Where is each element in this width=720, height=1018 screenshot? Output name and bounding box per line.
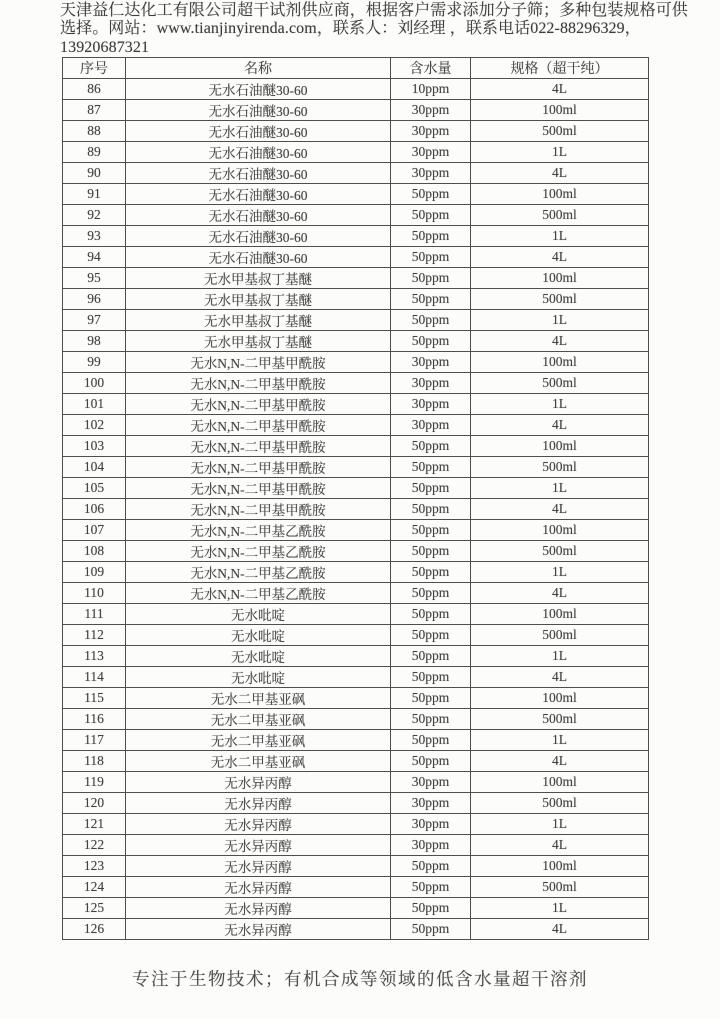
cell-name: 无水石油醚30-60 (126, 163, 391, 184)
table-row (63, 163, 649, 184)
cell-name: 无水异丙醇 (126, 919, 391, 940)
cell-serial: 102 (63, 415, 126, 436)
cell-water-content: 50ppm (391, 205, 471, 226)
cell-name: 无水异丙醇 (126, 835, 391, 856)
table-row (63, 604, 649, 625)
cell-serial: 106 (63, 499, 126, 520)
table-row (63, 499, 649, 520)
cell-name: 无水异丙醇 (126, 814, 391, 835)
cell-name: 无水N,N-二甲基甲酰胺 (126, 352, 391, 373)
table-row (63, 457, 649, 478)
cell-name: 无水N,N-二甲基甲酰胺 (126, 373, 391, 394)
intro-line-2: 选择。网站：www.tianjinyirenda.com，联系人：刘经理 ，联系电话022-88296329， (60, 20, 641, 38)
table-row (63, 856, 649, 877)
table-row (63, 226, 649, 247)
table-row (63, 394, 649, 415)
cell-serial: 112 (63, 625, 126, 646)
cell-water-content: 50ppm (391, 247, 471, 268)
cell-water-content: 50ppm (391, 541, 471, 562)
cell-name: 无水异丙醇 (126, 793, 391, 814)
footer-tagline: 专注于生物技术；有机合成等领域的低含水量超干溶剂 (132, 969, 588, 989)
cell-name: 无水N,N-二甲基甲酰胺 (126, 394, 391, 415)
cell-spec: 500ml (471, 457, 649, 478)
cell-spec: 4L (471, 751, 649, 772)
table-row (63, 667, 649, 688)
cell-serial: 118 (63, 751, 126, 772)
table-row (63, 793, 649, 814)
cell-name: 无水吡啶 (126, 625, 391, 646)
table-row (63, 184, 649, 205)
cell-serial: 113 (63, 646, 126, 667)
cell-water-content: 50ppm (391, 625, 471, 646)
cell-water-content: 30ppm (391, 814, 471, 835)
cell-water-content: 50ppm (391, 289, 471, 310)
table-row (63, 205, 649, 226)
cell-name: 无水N,N-二甲基乙酰胺 (126, 541, 391, 562)
cell-spec: 500ml (471, 877, 649, 898)
cell-spec: 4L (471, 79, 649, 100)
table-row (63, 373, 649, 394)
table-row (63, 331, 649, 352)
cell-spec: 100ml (471, 436, 649, 457)
cell-spec: 1L (471, 310, 649, 331)
cell-name: 无水N,N-二甲基甲酰胺 (126, 436, 391, 457)
cell-serial: 117 (63, 730, 126, 751)
cell-water-content: 50ppm (391, 898, 471, 919)
table-row (63, 541, 649, 562)
cell-spec: 100ml (471, 772, 649, 793)
cell-spec: 1L (471, 562, 649, 583)
cell-spec: 4L (471, 331, 649, 352)
table-row (63, 79, 649, 100)
cell-water-content: 50ppm (391, 688, 471, 709)
cell-water-content: 30ppm (391, 793, 471, 814)
supplier-intro (60, 2, 688, 57)
cell-spec: 100ml (471, 100, 649, 121)
cell-serial: 114 (63, 667, 126, 688)
table-row (63, 562, 649, 583)
table-row (63, 121, 649, 142)
column-header-serial: 序号 (63, 58, 126, 79)
table-row (63, 898, 649, 919)
cell-serial: 88 (63, 121, 126, 142)
cell-name: 无水石油醚30-60 (126, 184, 391, 205)
cell-water-content: 10ppm (391, 79, 471, 100)
cell-serial: 104 (63, 457, 126, 478)
table-row (63, 310, 649, 331)
cell-name: 无水N,N-二甲基甲酰胺 (126, 499, 391, 520)
cell-water-content: 50ppm (391, 226, 471, 247)
table-row (63, 709, 649, 730)
cell-name: 无水石油醚30-60 (126, 142, 391, 163)
cell-spec: 4L (471, 919, 649, 940)
cell-serial: 92 (63, 205, 126, 226)
cell-serial: 120 (63, 793, 126, 814)
table-row (63, 436, 649, 457)
cell-serial: 94 (63, 247, 126, 268)
cell-water-content: 50ppm (391, 667, 471, 688)
cell-serial: 126 (63, 919, 126, 940)
table-row (63, 352, 649, 373)
table-row (63, 919, 649, 940)
table-row (63, 583, 649, 604)
cell-serial: 115 (63, 688, 126, 709)
cell-serial: 111 (63, 604, 126, 625)
cell-spec: 100ml (471, 268, 649, 289)
cell-serial: 105 (63, 478, 126, 499)
cell-serial: 108 (63, 541, 126, 562)
table-row (63, 814, 649, 835)
cell-name: 无水二甲基亚砜 (126, 688, 391, 709)
cell-name: 无水甲基叔丁基醚 (126, 289, 391, 310)
table-row (63, 625, 649, 646)
cell-water-content: 50ppm (391, 646, 471, 667)
cell-spec: 100ml (471, 688, 649, 709)
cell-spec: 500ml (471, 373, 649, 394)
cell-spec: 1L (471, 142, 649, 163)
cell-water-content: 30ppm (391, 352, 471, 373)
table-row (63, 100, 649, 121)
cell-name: 无水石油醚30-60 (126, 79, 391, 100)
cell-water-content: 50ppm (391, 436, 471, 457)
column-header-spec: 规格（超干纯） (471, 58, 649, 79)
cell-water-content: 50ppm (391, 331, 471, 352)
table-row (63, 415, 649, 436)
table-row (63, 751, 649, 772)
cell-serial: 123 (63, 856, 126, 877)
cell-spec: 500ml (471, 289, 649, 310)
cell-serial: 109 (63, 562, 126, 583)
cell-serial: 99 (63, 352, 126, 373)
table-row (63, 478, 649, 499)
cell-water-content: 50ppm (391, 457, 471, 478)
cell-name: 无水N,N-二甲基甲酰胺 (126, 478, 391, 499)
cell-spec: 4L (471, 415, 649, 436)
cell-spec: 500ml (471, 541, 649, 562)
column-header-name: 名称 (126, 58, 391, 79)
cell-serial: 100 (63, 373, 126, 394)
cell-water-content: 50ppm (391, 730, 471, 751)
cell-water-content: 30ppm (391, 100, 471, 121)
cell-water-content: 30ppm (391, 142, 471, 163)
cell-serial: 93 (63, 226, 126, 247)
cell-water-content: 50ppm (391, 310, 471, 331)
table-row (63, 877, 649, 898)
cell-name: 无水N,N-二甲基甲酰胺 (126, 415, 391, 436)
cell-water-content: 30ppm (391, 835, 471, 856)
cell-serial: 116 (63, 709, 126, 730)
cell-spec: 500ml (471, 121, 649, 142)
cell-name: 无水甲基叔丁基醚 (126, 268, 391, 289)
cell-name: 无水甲基叔丁基醚 (126, 331, 391, 352)
cell-spec: 4L (471, 835, 649, 856)
cell-serial: 86 (63, 79, 126, 100)
table-row (63, 730, 649, 751)
cell-spec: 1L (471, 226, 649, 247)
cell-spec: 500ml (471, 205, 649, 226)
product-table-body (63, 79, 649, 940)
cell-spec: 4L (471, 583, 649, 604)
cell-serial: 103 (63, 436, 126, 457)
cell-name: 无水二甲基亚砜 (126, 730, 391, 751)
table-row (63, 247, 649, 268)
cell-spec: 100ml (471, 604, 649, 625)
cell-name: 无水吡啶 (126, 604, 391, 625)
cell-name: 无水二甲基亚砜 (126, 751, 391, 772)
table-row (63, 772, 649, 793)
cell-water-content: 50ppm (391, 583, 471, 604)
cell-spec: 4L (471, 499, 649, 520)
cell-name: 无水石油醚30-60 (126, 226, 391, 247)
cell-serial: 122 (63, 835, 126, 856)
cell-spec: 1L (471, 730, 649, 751)
cell-name: 无水石油醚30-60 (126, 121, 391, 142)
cell-name: 无水甲基叔丁基醚 (126, 310, 391, 331)
cell-spec: 500ml (471, 709, 649, 730)
table-row (63, 289, 649, 310)
table-header-row (63, 58, 649, 79)
cell-name: 无水异丙醇 (126, 898, 391, 919)
cell-water-content: 30ppm (391, 394, 471, 415)
cell-water-content: 50ppm (391, 562, 471, 583)
cell-serial: 96 (63, 289, 126, 310)
cell-spec: 4L (471, 667, 649, 688)
cell-spec: 100ml (471, 352, 649, 373)
intro-line-1: 天津益仁达化工有限公司超干试剂供应商，根据客户需求添加分子筛；多种包装规格可供 (60, 2, 688, 19)
cell-serial: 95 (63, 268, 126, 289)
cell-spec: 1L (471, 898, 649, 919)
cell-serial: 125 (63, 898, 126, 919)
cell-serial: 121 (63, 814, 126, 835)
cell-serial: 124 (63, 877, 126, 898)
cell-water-content: 30ppm (391, 121, 471, 142)
cell-water-content: 50ppm (391, 919, 471, 940)
cell-serial: 90 (63, 163, 126, 184)
cell-spec: 1L (471, 478, 649, 499)
table-row (63, 142, 649, 163)
cell-spec: 100ml (471, 856, 649, 877)
column-header-water-content: 含水量 (391, 58, 471, 79)
table-row (63, 646, 649, 667)
cell-spec: 4L (471, 247, 649, 268)
cell-spec: 1L (471, 814, 649, 835)
cell-spec: 100ml (471, 184, 649, 205)
cell-water-content: 30ppm (391, 163, 471, 184)
cell-spec: 100ml (471, 520, 649, 541)
cell-name: 无水二甲基亚砜 (126, 709, 391, 730)
cell-serial: 87 (63, 100, 126, 121)
cell-water-content: 50ppm (391, 856, 471, 877)
cell-water-content: 50ppm (391, 877, 471, 898)
table-row (63, 835, 649, 856)
table-row (63, 520, 649, 541)
cell-serial: 107 (63, 520, 126, 541)
cell-water-content: 30ppm (391, 373, 471, 394)
cell-water-content: 50ppm (391, 478, 471, 499)
cell-serial: 101 (63, 394, 126, 415)
cell-spec: 500ml (471, 625, 649, 646)
cell-serial: 98 (63, 331, 126, 352)
cell-spec: 500ml (471, 793, 649, 814)
table-row (63, 268, 649, 289)
intro-line-3-phone: 13920687321 (60, 38, 150, 56)
cell-name: 无水异丙醇 (126, 877, 391, 898)
cell-serial: 110 (63, 583, 126, 604)
cell-water-content: 50ppm (391, 184, 471, 205)
cell-water-content: 50ppm (391, 520, 471, 541)
cell-water-content: 50ppm (391, 268, 471, 289)
cell-spec: 4L (471, 163, 649, 184)
cell-name: 无水N,N-二甲基乙酰胺 (126, 520, 391, 541)
cell-name: 无水石油醚30-60 (126, 247, 391, 268)
cell-serial: 97 (63, 310, 126, 331)
cell-name: 无水吡啶 (126, 646, 391, 667)
cell-name: 无水N,N-二甲基乙酰胺 (126, 562, 391, 583)
cell-name: 无水N,N-二甲基甲酰胺 (126, 457, 391, 478)
cell-spec: 1L (471, 646, 649, 667)
cell-serial: 119 (63, 772, 126, 793)
cell-serial: 89 (63, 142, 126, 163)
cell-name: 无水石油醚30-60 (126, 100, 391, 121)
cell-water-content: 50ppm (391, 604, 471, 625)
cell-water-content: 50ppm (391, 499, 471, 520)
cell-serial: 91 (63, 184, 126, 205)
cell-name: 无水异丙醇 (126, 772, 391, 793)
table-row (63, 688, 649, 709)
cell-name: 无水吡啶 (126, 667, 391, 688)
cell-name: 无水石油醚30-60 (126, 205, 391, 226)
product-table (62, 57, 649, 940)
cell-name: 无水N,N-二甲基乙酰胺 (126, 583, 391, 604)
cell-water-content: 30ppm (391, 415, 471, 436)
cell-water-content: 50ppm (391, 751, 471, 772)
cell-spec: 1L (471, 394, 649, 415)
cell-name: 无水异丙醇 (126, 856, 391, 877)
cell-water-content: 30ppm (391, 772, 471, 793)
cell-water-content: 50ppm (391, 709, 471, 730)
